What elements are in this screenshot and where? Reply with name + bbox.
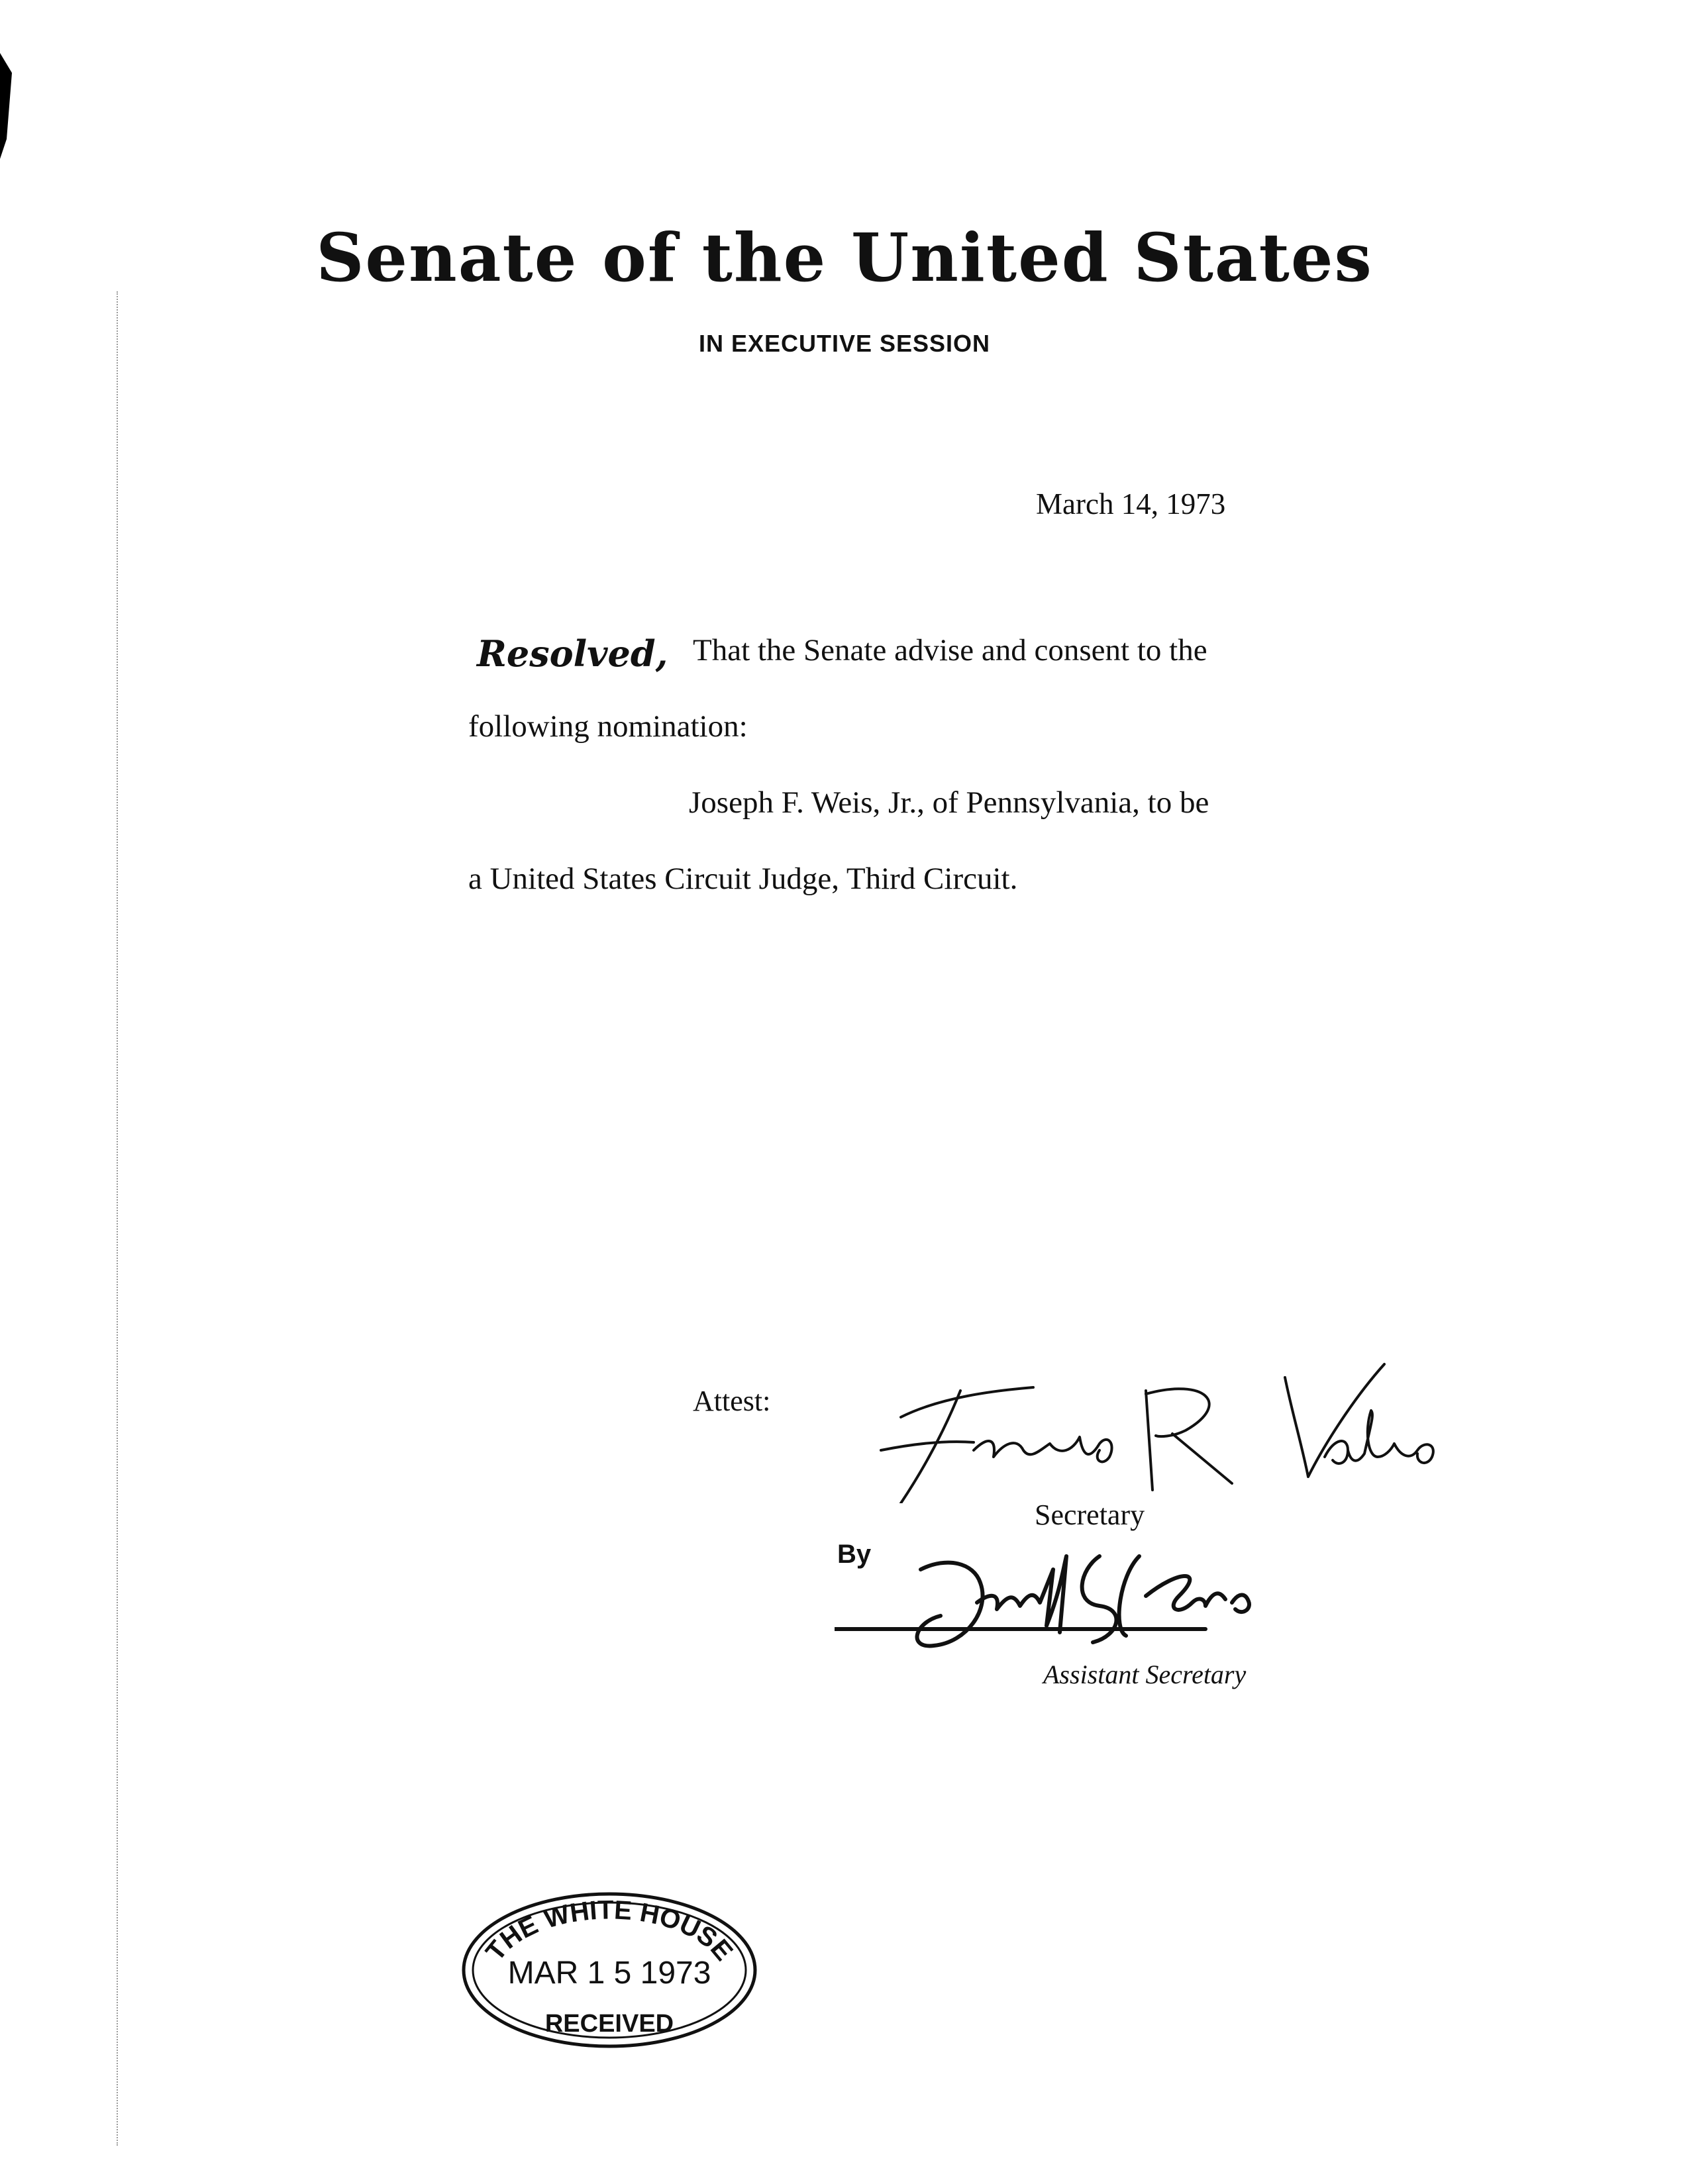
- attest-label: Attest:: [693, 1385, 771, 1417]
- white-house-received-stamp: [457, 1887, 762, 2053]
- secretary-title: Secretary: [1035, 1499, 1145, 1531]
- svg-text:THE WHITE HOUSE: THE WHITE HOUSE: [480, 1895, 739, 1967]
- scan-margin-line: [117, 291, 118, 2146]
- document-title: Senate of the United States: [316, 219, 1373, 297]
- resolution-line-3: Joseph F. Weis, Jr., of Pennsylvania, to be: [689, 785, 1209, 820]
- resolution-line-1: That the Senate advise and consent to the: [693, 633, 1207, 668]
- resolved-label: Resolved,: [477, 632, 668, 675]
- resolution-line-4: a United States Circuit Judge, Third Circuit.: [468, 862, 1018, 896]
- resolution-line-2: following nomination:: [468, 709, 748, 744]
- assistant-secretary-title: Assistant Secretary: [1043, 1660, 1247, 1689]
- svg-text:MAR 1 5 1973: MAR 1 5 1973: [507, 1956, 711, 1991]
- svg-text:RECEIVED: RECEIVED: [544, 2010, 674, 2038]
- scan-corner-mark: [0, 26, 26, 159]
- assistant-secretary-signature: [835, 1530, 1364, 1662]
- by-label: By: [837, 1540, 872, 1569]
- secretary-signature: [861, 1351, 1457, 1503]
- resolution-date: March 14, 1973: [1036, 487, 1226, 521]
- document-subtitle: IN EXECUTIVE SESSION: [698, 330, 991, 357]
